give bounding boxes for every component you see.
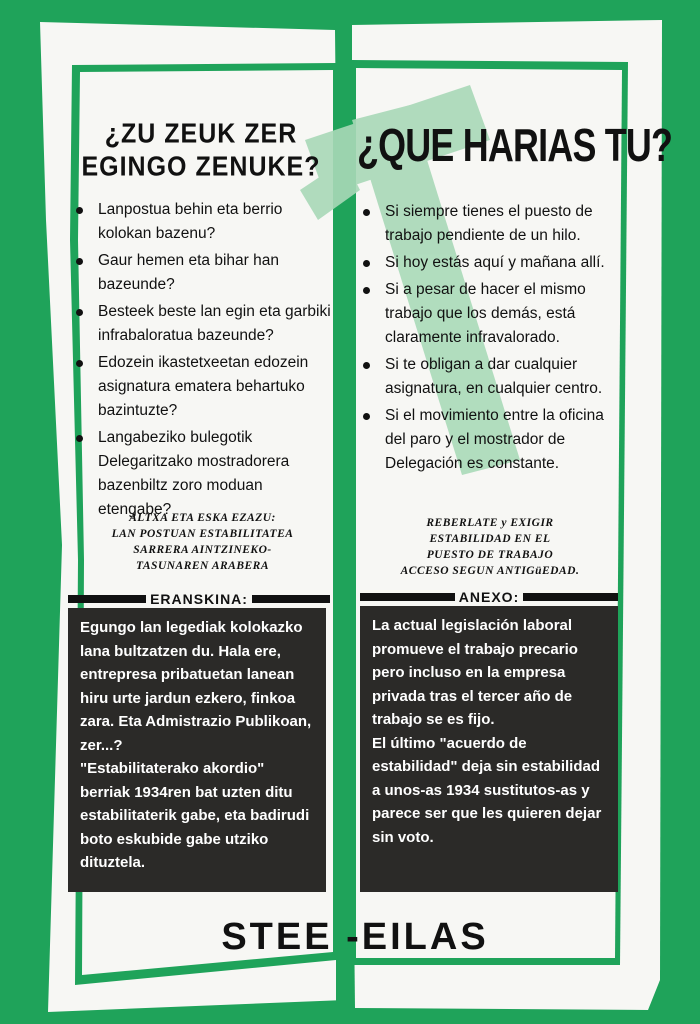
spanish-annex-box — [360, 606, 618, 892]
list-item: Si siempre tienes el puesto de trabajo pendiente de un hilo. — [357, 200, 620, 248]
spanish-title: ¿QUE HARIAS TU? — [357, 119, 673, 171]
slogan-line: ACCESO SEGUN ANTIGüEDAD. — [400, 565, 580, 577]
spanish-question-list — [357, 200, 620, 479]
basque-annex-header — [68, 590, 330, 607]
slogan-line: TASUNAREN ARABERA — [135, 560, 270, 572]
basque-annex-label: ERANSKINA: — [150, 590, 248, 607]
basque-title-line-2: EGINGO ZENUKE? — [81, 151, 321, 182]
annex-paragraph: "Estabilitaterako akordio" berriak 1934ren bat uzten ditu estabilitaterik gabe, eta badirudi boto eskubide gabe utziko dituztela. — [80, 760, 310, 871]
brand-logo-text: STEE -EILAS — [221, 916, 489, 958]
list-item: Gaur hemen eta bihar han bazeunde? — [70, 249, 332, 297]
spanish-slogan — [365, 515, 615, 579]
slogan-line: SARRERA AINTZINEKO- — [133, 544, 272, 556]
annex-bar — [68, 595, 146, 603]
spanish-column — [357, 119, 673, 472]
slogan-line: ESTABILIDAD EN EL — [429, 533, 551, 545]
slogan-line: LAN POSTUAN ESTABILITATEA — [111, 528, 294, 540]
annex-bar — [360, 593, 455, 601]
basque-annex-box — [68, 608, 326, 892]
list-item: Si el movimiento entre la oficina del paro y el mostrador de Delegación es constante. — [357, 404, 620, 476]
list-item: Langabeziko bulegotik Delegaritzako mostradorera bazenbiltz zoro moduan etengabe? — [70, 426, 332, 522]
list-item: Si hoy estás aquí y mañana allí. — [357, 251, 620, 275]
annex-bar — [523, 593, 618, 601]
list-item: Si te obligan a dar cualquier asignatura, en cualquier centro. — [357, 353, 620, 401]
annex-paragraph: Egungo lan legediak kolokazko lana bultzatzen du. Hala ere, entrepresa pribatuetan lanean hiru urte jardun ezkero, finkoa zara. Eta Admistrazio Publikoan, zer...? — [80, 619, 312, 754]
spanish-annex-label: ANEXO: — [458, 588, 520, 605]
list-item: Besteek beste lan egin eta garbiki infrabaloratua bazeunde? — [70, 300, 332, 348]
basque-title — [70, 117, 332, 183]
spanish-annex-header — [360, 588, 618, 605]
basque-title-line-1: ¿ZU ZEUK ZER — [104, 118, 298, 149]
slogan-line: REBERLATE y EXIGIR — [426, 517, 554, 529]
basque-question-list — [70, 198, 332, 525]
annex-paragraph: El último "acuerdo de estabilidad" deja sin estabilidad a unos-as 1934 sustitutos-as y parece ser que les quieren dejar sin voto. — [372, 734, 602, 846]
basque-slogan — [75, 510, 330, 574]
slogan-line: PUESTO DE TRABAJO — [426, 549, 554, 561]
list-item: Lanpostua behin eta berrio kolokan bazenu? — [70, 198, 332, 246]
annex-bar — [252, 595, 330, 603]
annex-paragraph: La actual legislación laboral promueve el trabajo precario pero incluso en la empresa privada tras el tercer año de trabajo se es fijo. — [372, 617, 578, 728]
list-item: Si a pesar de hacer el mismo trabajo que los demás, está claramente infravalorado. — [357, 278, 620, 350]
list-item: Edozein ikastetxeetan edozein asignatura ematera behartuko bazintuzte? — [70, 351, 332, 423]
slogan-line: ALTXA ETA ESKA EZAZU: — [129, 512, 276, 524]
